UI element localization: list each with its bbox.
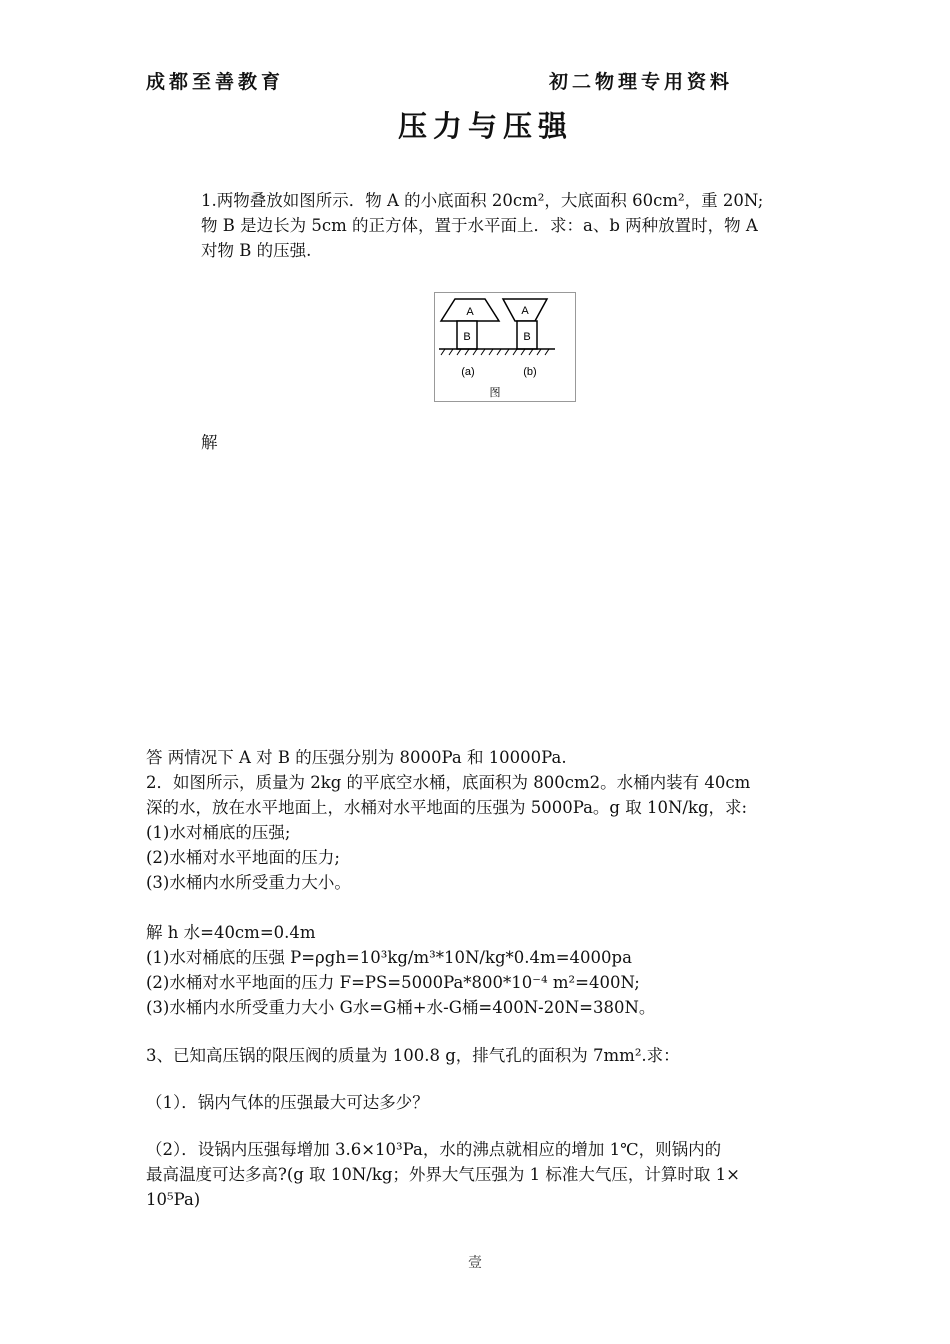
q3-line1: 3、已知高压锅的限压阀的质量为 100.8 g，排气孔的面积为 7mm².求： <box>146 1046 680 1065</box>
ground-hatch <box>441 349 549 355</box>
q3-sub2-line2: 最高温度可达多高?(g 取 10N/kg；外界大气压强为 1 标准大气压，计算时取 1× <box>146 1165 740 1184</box>
q2-solution-4: (3)水桶内水所受重力大小 G水=G桶+水-G桶=400N-20N=380N。 <box>146 998 656 1017</box>
q2-line1: 2．如图所示，质量为 2kg 的平底空水桶，底面积为 800cm2。水桶内装有 40cm <box>146 773 751 792</box>
q3-sub2-line1: （2）．设锅内压强每增加 3.6×10³Pa，水的沸点就相应的增加 1℃，则锅内的 <box>146 1140 722 1159</box>
label-b-right: B <box>523 331 531 343</box>
stacked-blocks-figure <box>434 292 576 402</box>
q3-sub1: （1）．锅内气体的压强最大可达多少？ <box>146 1093 429 1112</box>
figure-caption: 图 <box>489 386 501 399</box>
caption-b: (b) <box>523 366 537 378</box>
q2-solution-2: (1)水对桶底的压强 P=ρgh=10³kg/m³*10N/kg*0.4m=4000pa <box>146 948 632 967</box>
q1-line2: 物 B 是边长为 5cm 的正方体，置于水平面上．求：a、b 两种放置时，物 A <box>201 216 758 235</box>
figure-drawing <box>435 293 575 401</box>
page-number: 壹 <box>468 1255 482 1271</box>
q1-answer: 答 两情况下 A 对 B 的压强分别为 8000Pa 和 10000Pa. <box>146 748 567 767</box>
q2-solution-3: (2)水桶对水平地面的压力 F=PS=5000Pa*800*10⁻⁴ m²=400N; <box>146 973 640 992</box>
q1-line3: 对物 B 的压强. <box>201 241 312 260</box>
page-title: 压力与压强 <box>398 109 574 143</box>
caption-a: (a) <box>461 366 475 378</box>
q1-solution-label: 解 <box>201 433 218 452</box>
q2-sub3: (3)水桶内水所受重力大小。 <box>146 873 351 892</box>
q2-line2: 深的水，放在水平地面上，水桶对水平地面的压强为 5000Pa。g 取 10N/kg，求: <box>146 798 748 817</box>
q2-sub2: (2)水桶对水平地面的压力; <box>146 848 340 867</box>
label-b-left: B <box>463 331 471 343</box>
q1-line1: 1.两物叠放如图所示．物 A 的小底面积 20cm²，大底面积 60cm²，重 20N; <box>201 191 764 210</box>
header-left: 成都至善教育 <box>146 71 285 93</box>
q2-sub1: (1)水对桶底的压强; <box>146 823 291 842</box>
q3-sub2-line3: 10⁵Pa) <box>146 1190 201 1209</box>
label-a-right: A <box>521 305 529 317</box>
header-right: 初二物理专用资料 <box>549 71 734 93</box>
label-a-left: A <box>466 306 474 318</box>
q2-solution-1: 解 h 水=40cm=0.4m <box>146 923 316 942</box>
